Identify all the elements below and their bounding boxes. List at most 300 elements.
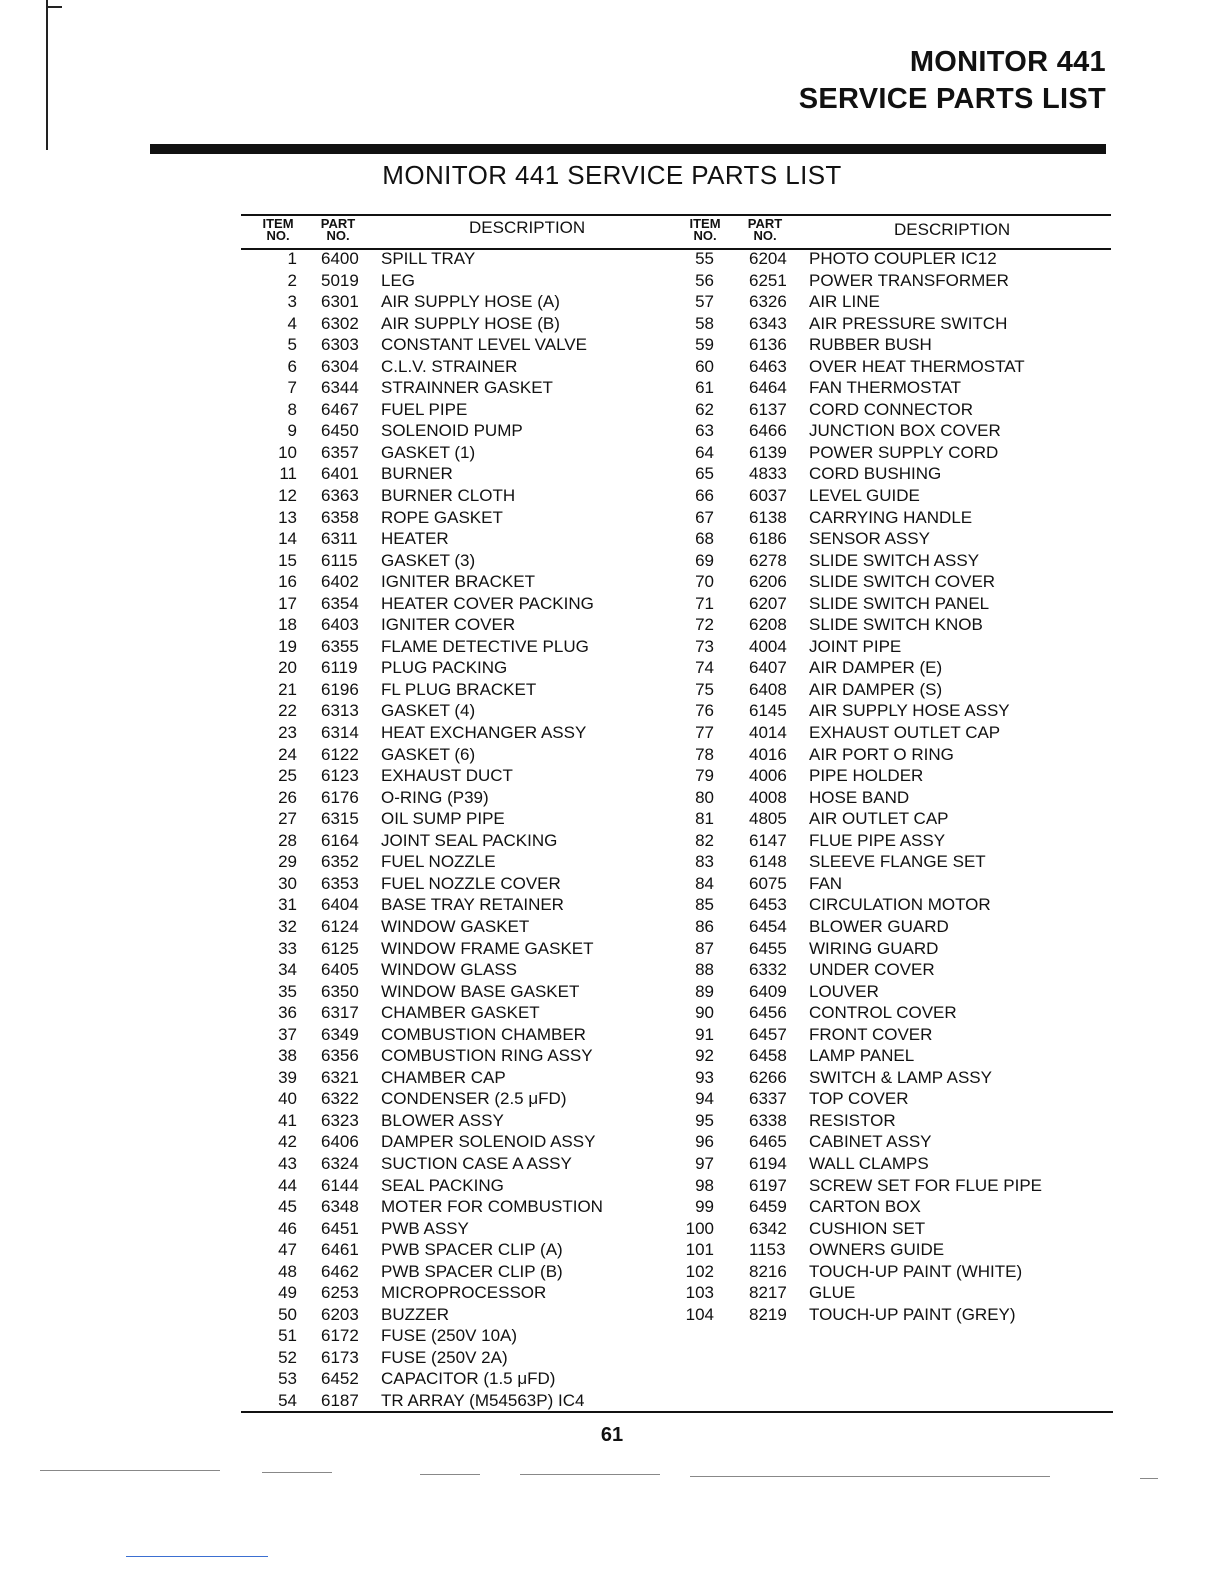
part-no: 6342 [749,1218,787,1238]
description: FRONT COVER [809,1024,933,1044]
item-no: 21 [278,679,297,699]
item-no: 88 [695,960,714,980]
description: HEATER COVER PACKING [381,593,594,613]
description: O-RING (P39) [381,787,489,807]
item-no: 49 [278,1283,297,1303]
description: SLEEVE FLANGE SET [809,852,986,872]
item-no: 24 [278,744,297,764]
part-no: 6313 [321,701,359,721]
crop-mark-horizontal [46,6,62,8]
description: DAMPER SOLENOID ASSY [381,1132,596,1152]
part-no: 6363 [321,486,359,506]
description: WIRING GUARD [809,938,939,958]
description: TOP COVER [809,1089,909,1109]
part-no: 6303 [321,335,359,355]
description: SOLENOID PUMP [381,421,523,441]
description-header: DESCRIPTION [894,220,1011,239]
description: EXHAUST OUTLET CAP [809,723,1001,743]
part-no: 6458 [749,1046,787,1066]
item-no: 97 [695,1153,714,1173]
description: SENSOR ASSY [809,529,930,549]
part-no: 4016 [749,744,787,764]
item-no: 35 [278,981,297,1001]
item-no: 26 [278,787,297,807]
description: CHAMBER GASKET [381,1003,540,1023]
description: WINDOW BASE GASKET [381,981,580,1001]
part-no: 4833 [749,464,787,484]
description: POWER TRANSFORMER [809,270,1009,290]
item-no: 70 [695,572,714,592]
part-no: 6407 [749,658,787,678]
item-no: 25 [278,766,297,786]
part-no: 6136 [749,335,787,355]
part-no: 6147 [749,830,787,850]
part-no: 6451 [321,1218,359,1238]
part-no: 6324 [321,1153,359,1173]
item-no: 57 [695,292,714,312]
item-no: 16 [278,572,297,592]
scan-artifact-line [690,1476,1050,1477]
description: WINDOW GLASS [381,960,518,980]
part-no: 6405 [321,960,359,980]
description: PWB SPACER CLIP (A) [381,1240,563,1260]
item-no: 58 [695,313,714,333]
item-no: 29 [278,852,297,872]
part-no: 6356 [321,1046,359,1066]
part-no: 6148 [749,852,787,872]
item-no: 30 [278,873,297,893]
item-no: 45 [278,1197,297,1217]
description: AIR OUTLET CAP [809,809,949,829]
item-no: 94 [695,1089,714,1109]
header-rule [150,144,1106,154]
description: BASE TRAY RETAINER [381,895,564,915]
item-no: 77 [695,723,714,743]
description: FUEL NOZZLE [381,852,496,872]
item-no: 44 [278,1175,297,1195]
description: BUZZER [381,1304,449,1324]
part-no: 6315 [321,809,359,829]
part-no: 6358 [321,507,359,527]
item-no: 61 [695,378,714,398]
item-no: 64 [695,442,714,462]
part-no: 6317 [321,1003,359,1023]
part-no: 6462 [321,1261,359,1281]
part-no: 6197 [749,1175,787,1195]
description: AIR DAMPER (S) [809,679,943,699]
description: FL PLUG BRACKET [381,679,537,699]
item-no: 87 [695,938,714,958]
part-no: 8217 [749,1283,787,1303]
part-no: 6338 [749,1110,787,1130]
part-no: 6456 [749,1003,787,1023]
part-no: 6453 [749,895,787,915]
part-no: 6353 [321,873,359,893]
header-title-line1: MONITOR 441 [909,46,1106,78]
part-no: 6321 [321,1067,359,1087]
part-no: 6301 [321,292,359,312]
description: CONDENSER (2.5 μFD) [381,1089,567,1109]
description: UNDER COVER [809,960,935,980]
part-no: 6400 [321,249,359,268]
part-no: 6408 [749,679,787,699]
part-no: 6323 [321,1110,359,1130]
item-no: 38 [278,1046,297,1066]
item-no: 96 [695,1132,714,1152]
item-no: 36 [278,1003,297,1023]
description: FUEL NOZZLE COVER [381,873,561,893]
part-no: 6455 [749,938,787,958]
part-no: 6164 [321,830,359,850]
part-no: 6343 [749,313,787,333]
description: OWNERS GUIDE [809,1240,945,1260]
item-no: 14 [278,529,297,549]
item-no: 54 [278,1390,297,1410]
description: OIL SUMP PIPE [381,809,505,829]
description: CARTON BOX [809,1197,921,1217]
description: SLIDE SWITCH COVER [809,572,996,592]
description: FUSE (250V 2A) [381,1347,508,1367]
description: TOUCH-UP PAINT (WHITE) [809,1261,1023,1281]
part-no: 1153 [749,1240,786,1260]
item-no: 79 [695,766,714,786]
page-header [799,44,1106,118]
description: SUCTION CASE A ASSY [381,1153,572,1173]
part-no: 6337 [749,1089,787,1109]
item-no: 86 [695,916,714,936]
description: LEVEL GUIDE [809,486,920,506]
table-title: MONITOR 441 SERVICE PARTS LIST [382,160,842,190]
item-no: 18 [278,615,297,635]
part-no: 6206 [749,572,787,592]
description: CUSHION SET [809,1218,926,1238]
item-no: 32 [278,916,297,936]
description: STRAINNER GASKET [381,378,553,398]
item-no: 103 [685,1283,714,1303]
part-no: 6352 [321,852,359,872]
description: SLIDE SWITCH ASSY [809,550,980,570]
item-no: 68 [695,529,714,549]
item-no: 31 [278,895,297,915]
item-no: 82 [695,830,714,850]
item-no: 2 [287,270,297,290]
part-no: 4014 [749,723,787,743]
item-no: 34 [278,960,297,980]
part-no: 6467 [321,399,359,419]
part-no: 4805 [749,809,787,829]
part-no: 6464 [749,378,787,398]
description: TOUCH-UP PAINT (GREY) [809,1304,1016,1324]
description: AIR LINE [809,292,880,312]
item-no: 63 [695,421,714,441]
description: GASKET (1) [381,442,476,462]
part-no: 6196 [321,679,359,699]
description: PHOTO COUPLER IC12 [809,249,997,268]
item-no: 41 [278,1110,297,1130]
part-no: 6125 [321,938,359,958]
item-no: 55 [695,249,714,268]
header-title-line2: SERVICE PARTS LIST [798,83,1106,115]
description: BLOWER GUARD [809,916,949,936]
item-no: 52 [278,1347,297,1367]
item-no: 39 [278,1067,297,1087]
description: GASKET (3) [381,550,476,570]
item-no: 53 [278,1369,297,1389]
part-no: 6322 [321,1089,359,1109]
part-no: 6450 [321,421,359,441]
part-no: 6463 [749,356,787,376]
description: AIR PORT O RING [809,744,954,764]
item-no: 81 [695,809,714,829]
description: MICROPROCESSOR [381,1283,547,1303]
description: CORD CONNECTOR [809,399,974,419]
description: CIRCULATION MOTOR [809,895,991,915]
table-bottom-rule [241,1411,1113,1413]
item-no: 93 [695,1067,714,1087]
description: TR ARRAY (M54563P) IC4 [381,1390,585,1410]
scan-artifact-line [520,1474,660,1475]
description: WINDOW GASKET [381,916,530,936]
item-no: 9 [287,421,297,441]
description: GASKET (6) [381,744,476,764]
item-no: 3 [287,292,297,312]
description: CHAMBER CAP [381,1067,506,1087]
part-no: 6204 [749,249,787,268]
part-no: 6203 [321,1304,359,1324]
description: FUSE (250V 10A) [381,1326,518,1346]
part-no: 6115 [321,550,358,570]
description: SEAL PACKING [381,1175,504,1195]
description: FLAME DETECTIVE PLUG [381,636,589,656]
description: C.L.V. STRAINER [381,356,518,376]
item-no: 84 [695,873,714,893]
description: OVER HEAT THERMOSTAT [809,356,1025,376]
description: JOINT SEAL PACKING [381,830,558,850]
item-no: 91 [695,1024,714,1044]
description: HEATER [381,529,449,549]
description: CONTROL COVER [809,1003,957,1023]
part-no: 6314 [321,723,359,743]
description: SCREW SET FOR FLUE PIPE [809,1175,1043,1195]
item-no: 62 [695,399,714,419]
description: JUNCTION BOX COVER [809,421,1001,441]
description: BURNER [381,464,453,484]
part-no: 6251 [749,270,787,290]
part-no: 6266 [749,1067,787,1087]
item-no: 1 [287,249,297,268]
description: LOUVER [809,981,879,1001]
description: LEG [381,270,416,290]
item-no: 33 [278,938,297,958]
item-no: 11 [279,464,297,484]
description: JOINT PIPE [809,636,902,656]
item-no-header: ITEM NO. [262,216,294,243]
part-no: 4008 [749,787,787,807]
description: BLOWER ASSY [381,1110,504,1130]
part-no: 6344 [321,378,359,398]
item-no: 8 [287,399,297,419]
item-no: 40 [278,1089,297,1109]
description: AIR DAMPER (E) [809,658,943,678]
description: CONSTANT LEVEL VALVE [381,335,587,355]
description: WALL CLAMPS [809,1153,929,1173]
scan-artifact-line [262,1472,332,1473]
part-no: 6304 [321,356,359,376]
scan-artifact-line [1140,1478,1158,1479]
part-no: 6465 [749,1132,787,1152]
item-no: 80 [695,787,714,807]
description: GLUE [809,1283,856,1303]
item-no: 23 [278,723,297,743]
item-no: 46 [278,1218,297,1238]
description: FAN THERMOSTAT [809,378,962,398]
item-no: 75 [695,679,714,699]
description: PIPE HOLDER [809,766,924,786]
part-no: 5019 [321,270,359,290]
part-no: 6452 [321,1369,359,1389]
part-no: 6459 [749,1197,787,1217]
part-no: 6172 [321,1326,359,1346]
description: FUEL PIPE [381,399,468,419]
part-no: 6311 [321,529,358,549]
item-no: 19 [278,636,297,656]
item-no: 59 [695,335,714,355]
part-no: 6123 [321,766,359,786]
crop-mark-vertical [46,0,48,150]
item-no: 12 [278,486,297,506]
item-no: 28 [278,830,297,850]
item-no: 71 [695,593,714,613]
item-no: 43 [278,1153,297,1173]
item-no: 74 [695,658,714,678]
part-no: 8219 [749,1304,787,1324]
part-no: 6466 [749,421,787,441]
item-no: 56 [695,270,714,290]
part-no: 6302 [321,313,359,333]
description: PWB ASSY [381,1218,469,1238]
description: GASKET (4) [381,701,476,721]
part-no: 6122 [321,744,359,764]
description: SLIDE SWITCH PANEL [809,593,990,613]
item-no: 67 [695,507,714,527]
part-no: 6350 [321,981,359,1001]
part-no: 6186 [749,529,787,549]
item-no: 4 [287,313,297,333]
description: AIR SUPPLY HOSE (B) [381,313,560,333]
part-no: 4004 [749,636,787,656]
description: AIR SUPPLY HOSE ASSY [809,701,1010,721]
item-no: 100 [685,1218,714,1238]
item-no: 85 [695,895,714,915]
part-no: 6137 [749,399,787,419]
item-no: 22 [278,701,297,721]
part-no: 6402 [321,572,359,592]
part-no: 6457 [749,1024,787,1044]
part-no: 4006 [749,766,787,786]
part-no: 6409 [749,981,787,1001]
description: COMBUSTION CHAMBER [381,1024,586,1044]
part-no: 6176 [321,787,359,807]
item-no: 50 [278,1304,297,1324]
description: FLUE PIPE ASSY [809,830,946,850]
description: HOSE BAND [809,787,910,807]
item-no-header: ITEM NO. [689,216,721,243]
part-no: 6454 [749,916,787,936]
description: AIR PRESSURE SWITCH [809,313,1008,333]
scan-artifact-line [420,1474,480,1475]
description: SWITCH & LAMP ASSY [809,1067,992,1087]
description: POWER SUPPLY CORD [809,442,999,462]
part-no: 6349 [321,1024,359,1044]
description: SPILL TRAY [381,249,476,268]
part-no: 6144 [321,1175,359,1195]
item-no: 104 [685,1304,714,1324]
part-no: 8216 [749,1261,787,1281]
item-no: 66 [695,486,714,506]
part-no: 6355 [321,636,359,656]
description: IGNITER BRACKET [381,572,535,592]
part-no: 6406 [321,1132,359,1152]
description: PWB SPACER CLIP (B) [381,1261,563,1281]
part-no: 6403 [321,615,359,635]
description: AIR SUPPLY HOSE (A) [381,292,560,312]
item-no: 10 [278,442,297,462]
item-no: 89 [695,981,714,1001]
part-no: 6187 [321,1390,359,1410]
item-no: 37 [278,1024,297,1044]
description: RESISTOR [809,1110,896,1130]
part-no: 6354 [321,593,359,613]
part-no: 6461 [321,1240,359,1260]
item-no: 78 [695,744,714,764]
item-no: 69 [695,550,714,570]
table-top-rule [241,214,1111,216]
description: CARRYING HANDLE [809,507,973,527]
part-no: 6139 [749,442,787,462]
page-number: 61 [600,1424,624,1446]
item-no: 48 [278,1261,297,1281]
description: COMBUSTION RING ASSY [381,1046,593,1066]
description: LAMP PANEL [809,1046,915,1066]
item-no: 27 [278,809,297,829]
part-no: 6119 [321,658,358,678]
description: MOTER FOR COMBUSTION [381,1197,603,1217]
description: CABINET ASSY [809,1132,932,1152]
description: EXHAUST DUCT [381,766,513,786]
item-no: 47 [278,1240,297,1260]
description: HEAT EXCHANGER ASSY [381,723,587,743]
part-no: 6278 [749,550,787,570]
part-no: 6207 [749,593,787,613]
item-no: 7 [287,378,297,398]
item-no: 73 [695,636,714,656]
description-header: DESCRIPTION [469,218,586,237]
item-no: 42 [278,1132,297,1152]
item-no: 98 [695,1175,714,1195]
item-no: 13 [278,507,297,527]
item-no: 83 [695,852,714,872]
part-no: 6357 [321,442,359,462]
part-no: 6173 [321,1347,359,1367]
item-no: 95 [695,1110,714,1130]
item-no: 101 [685,1240,714,1260]
part-no: 6401 [321,464,359,484]
item-no: 102 [685,1261,714,1281]
description: IGNITER COVER [381,615,516,635]
item-no: 15 [278,550,297,570]
item-no: 99 [695,1197,714,1217]
part-no-header: PART NO. [320,216,356,243]
